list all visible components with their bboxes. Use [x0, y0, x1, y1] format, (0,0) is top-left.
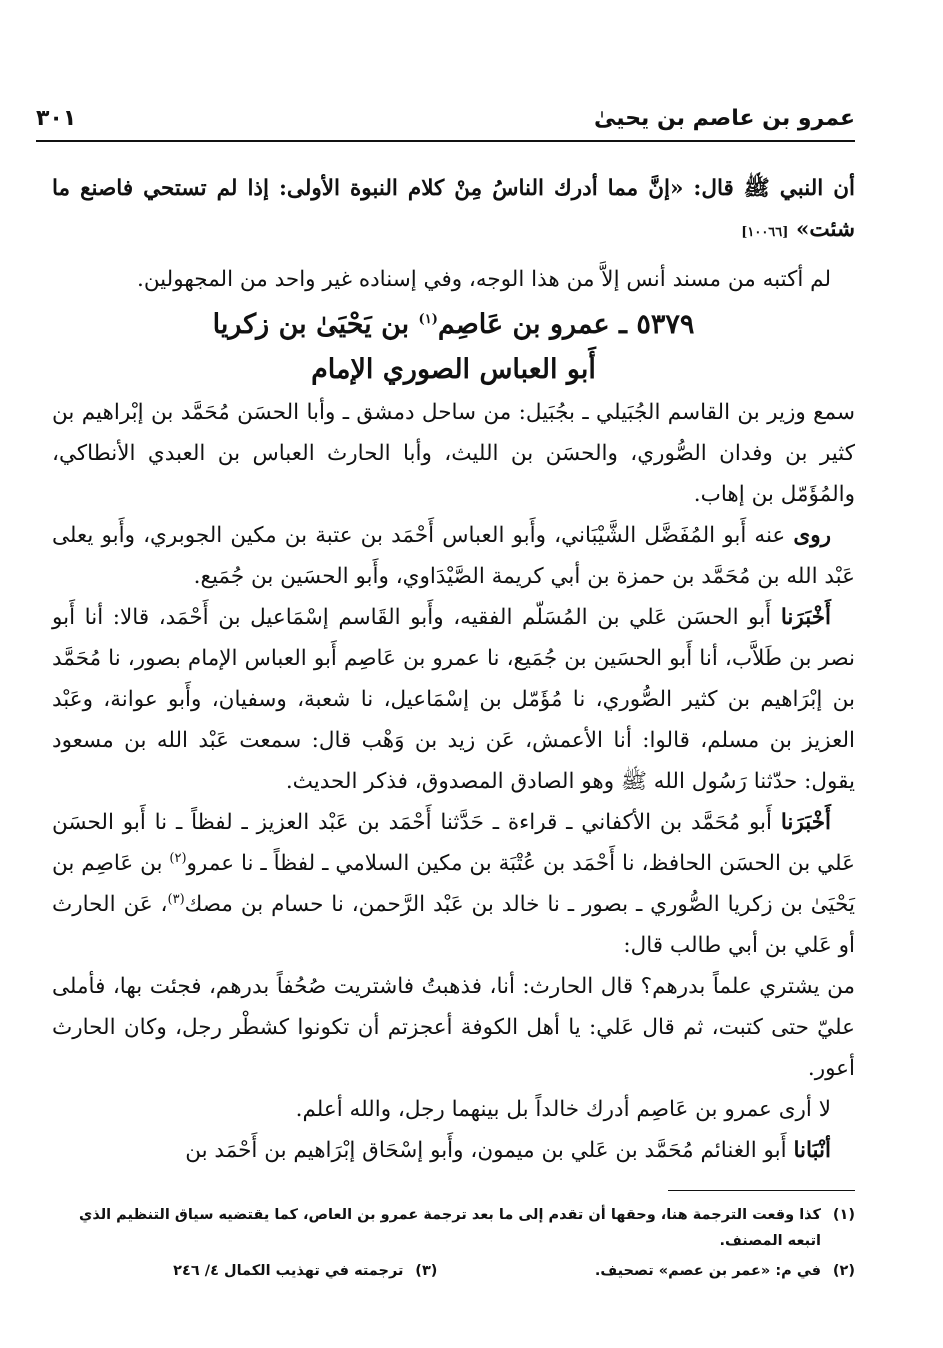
isnad-2-lead-word: أَخْبَرَنا [780, 810, 831, 835]
footnotes-row [52, 1258, 855, 1284]
footnote-3-text: ترجمته في تهذيب الكمال ٤/ ٢٤٦ [173, 1263, 404, 1279]
footnotes [52, 1202, 855, 1284]
footnote-3 [52, 1258, 437, 1284]
isnad-2-text-part-1: أَبو مُحَمَّد بن الأكفاني ـ قراءة ـ حَدَّثنا أَحْمَد بن عَبْد العزيز ـ لفظاً ـ نا أَبو الحسَن عَلي بن الحسَن الحافظ، نا أَحْمَد بن عُتْبَة بن مكين السلامي ـ لفظاً ـ نا عمرو [52, 810, 855, 876]
isnad-2-text-part-2: بن عَاصِم بن يَحْيَىٰ بن زكريا الصُّوري ـ بصور ـ نا خالد بن عَبْد الرَّحمن، نا حسام بن مصك [52, 851, 855, 917]
entry-heading [52, 302, 855, 348]
author-opinion: لا أرى عمرو بن عَاصِم أدرك خالداً بل بينهما رجل، والله أعلم. [295, 1097, 831, 1122]
footnote-marker-3: (٣) [167, 891, 185, 907]
entry-heading-suffix: بن يَحْيَىٰ بن زكريا [212, 309, 410, 340]
hadith-reference: [١٠٠٦٦] [741, 225, 789, 240]
entry-subtitle: أَبو العباس الصوري الإمام [311, 354, 596, 385]
page-number: ٣٠١ [36, 106, 77, 131]
footnote-2 [470, 1258, 855, 1284]
footnote-1-number: (١) [832, 1207, 855, 1223]
footnote-1-text: كذا وقعت الترجمة هنا، وحقها أن تقدم إلى ما بعد ترجمة عمرو بن العاص، كما يقتضيه سياق التنظيم الذي اتبعه المصنف. [79, 1207, 821, 1249]
isnad-2-text-part-3: ، عَن الحارث أو عَلي بن أبي طالب قال: [52, 892, 855, 958]
author-comment: لم أكتبه من مسند أنس إلاَّ من هذا الوجه، وفي إسناده غير واحد من المجهولين. [136, 267, 831, 292]
footnote-1 [52, 1202, 855, 1254]
isnad-3-lead-word: أنْبَانا [793, 1138, 831, 1163]
isnad-1-lead-word: أَخْبَرَنا [780, 605, 831, 630]
students-lead-word: روى [793, 523, 831, 548]
teachers-paragraph: سمع وزير بن القاسم الجُبَيلي ـ بجُبَيل: من ساحل دمشق ـ وأبا الحسَن مُحَمَّد بن إبْراهيم بن كثير بن وفدان الصُّوري، والحسَن بن الليث، وأبا الحارث العباس بن العبدي الأنطاكي، والمُؤَمّل بن إهاب. [52, 400, 855, 507]
students-text: عنه أَبو المُفَضَّل الشَّيْبَاني، وأَبو العباس أَحْمَد بن عتبة بن مكين الجوبري، وأَبو يعلى عَبْد الله بن مُحَمَّد بن حمزة بن أبي كريمة الصَّيْدَاوي، وأَبو الحسَين بن جُمَيع. [52, 523, 855, 589]
entry-heading-prefix: ٥٣٧٩ ـ عمرو بن عَاصِم [437, 309, 695, 340]
footnote-3-number: (٣) [415, 1263, 438, 1279]
running-header-title: عمرو بن عاصم بن يحيىٰ [593, 106, 855, 131]
narration-paragraph: من يشتري علماً بدرهم؟ قال الحارث: أنا، فذهبتُ فاشتريت صُحُفاً بدرهم، فجئت بها، فأملى عليّ حتى كتبت، ثم قال عَلي: يا أهل الكوفة أعجزتم أن تكونوا كشطْر رجل، وكان الحارث أعور. [52, 974, 855, 1081]
hadith-text: أن النبي ﷺ قال: «إنَّ مما أدرك الناسُ مِنْ كلام النبوة الأولى: إذا لم تستحي فاصنع ما شئت» [52, 176, 855, 242]
running-header [36, 104, 855, 142]
students-paragraph [52, 515, 855, 597]
isnad-paragraph-3 [52, 1130, 855, 1171]
footnote-2-text: في م: «عمر بن عصم» تصحيف. [594, 1263, 821, 1279]
isnad-paragraph-2 [52, 802, 855, 966]
main-text [52, 168, 855, 1171]
isnad-paragraph-1 [52, 597, 855, 802]
footnote-marker-1: (١) [418, 312, 438, 327]
footnote-divider [668, 1190, 855, 1191]
isnad-1-text: أَبو الحسَن عَلي بن المُسَلّم الفقيه، وأَبو القَاسم إسْمَاعيل بن أَحْمَد، قالا: أنا أَبو نصر بن طَلاَّب، أنا أَبو الحسَين بن جُمَيع، نا عمرو بن عَاصِم أَبو العباس الإمام بصور، نا مُحَمَّد بن إبْرَاهيم بن كثير الصُّوري، نا مُؤَمّل بن إسْمَاعيل، نا شعبة، وسفيان، وأَبو عوانة، وعَبْد العزيز بن مسلم، قالوا: أنا الأعمش، عَن زيد بن وَهْب قال: سمعت عَبْد الله بن مسعود يقول: حدّثنا رَسُول الله ﷺ وهو الصادق المصدوق، فذكر الحديث. [52, 605, 855, 794]
hadith-paragraph [52, 168, 855, 253]
footnote-2-number: (٢) [832, 1263, 855, 1279]
footnote-marker-2: (٢) [169, 850, 187, 866]
isnad-3-text: أَبو الغنائم مُحَمَّد بن عَلي بن ميمون، وأَبو إسْحَاق إبْرَاهيم بن أَحْمَد بن [185, 1138, 787, 1163]
